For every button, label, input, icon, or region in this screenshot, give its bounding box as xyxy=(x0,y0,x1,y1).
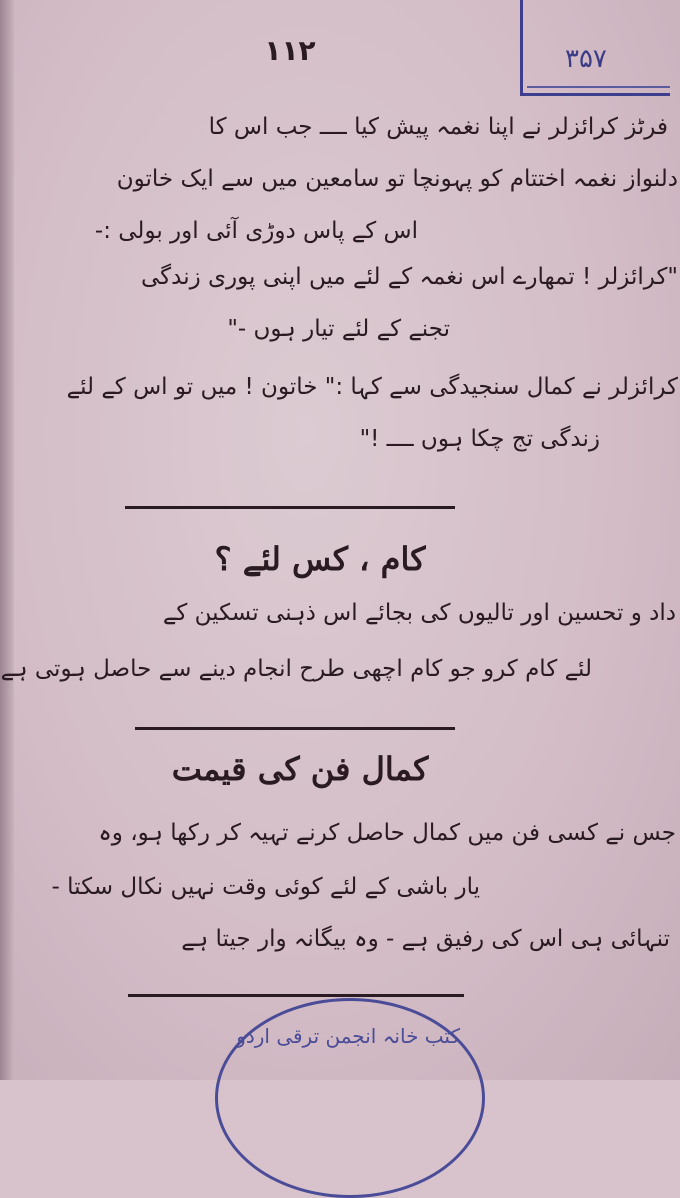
paragraph-line: یار باشی کے لئے کوئی وقت نہیں نکال سکتا - xyxy=(51,874,480,900)
section-divider xyxy=(128,994,464,997)
paragraph-line: تجنے کے لئے تیار ہوں -" xyxy=(227,316,450,342)
library-stamp-text: کتب خانہ انجمن ترقی اردو xyxy=(236,1024,460,1048)
paragraph-line: زندگی تج چکا ہوں ــــ !" xyxy=(359,426,600,452)
section-heading: کام ، کس لئے ؟ xyxy=(214,540,426,578)
section-divider xyxy=(135,727,455,730)
paragraph-line: لئے کام کرو جو کام اچھی طرح انجام دینے سے حاصل ہوتی ہے xyxy=(0,656,592,682)
paragraph-line: تنہائی ہی اس کی رفیق ہے - وہ بیگانہ وار جیتا ہے xyxy=(181,926,670,952)
paragraph-line: دلنواز نغمہ اختتام کو پہونچا تو سامعین میں سے ایک خاتون xyxy=(116,166,678,192)
paragraph-line: اس کے پاس دوڑی آئی اور بولی :- xyxy=(94,218,418,244)
page-number: ۱۱۲ xyxy=(264,34,316,67)
paragraph-line: جس نے کسی فن میں کمال حاصل کرنے تہیہ کر رکھا ہو، وہ xyxy=(98,820,676,846)
paragraph-line: داد و تحسین اور تالیوں کی بجائے اس ذہنی تسکین کے xyxy=(162,600,676,626)
page-spine xyxy=(0,0,14,1080)
accession-number: ۳۵۷ xyxy=(565,44,607,74)
paragraph-line: "کرائزلر ! تمھارے اس نغمہ کے لئے میں اپنی پوری زندگی xyxy=(141,264,678,290)
section-heading: کمال فن کی قیمت xyxy=(171,750,429,788)
paragraph-line: کرائزلر نے کمال سنجیدگی سے کہا :" خاتون ! میں تو اس کے لئے xyxy=(66,374,678,400)
paragraph-line: فرٹز کرائزلر نے اپنا نغمہ پیش کیا ــــ جب اس کا xyxy=(208,114,668,140)
section-divider xyxy=(125,506,455,509)
